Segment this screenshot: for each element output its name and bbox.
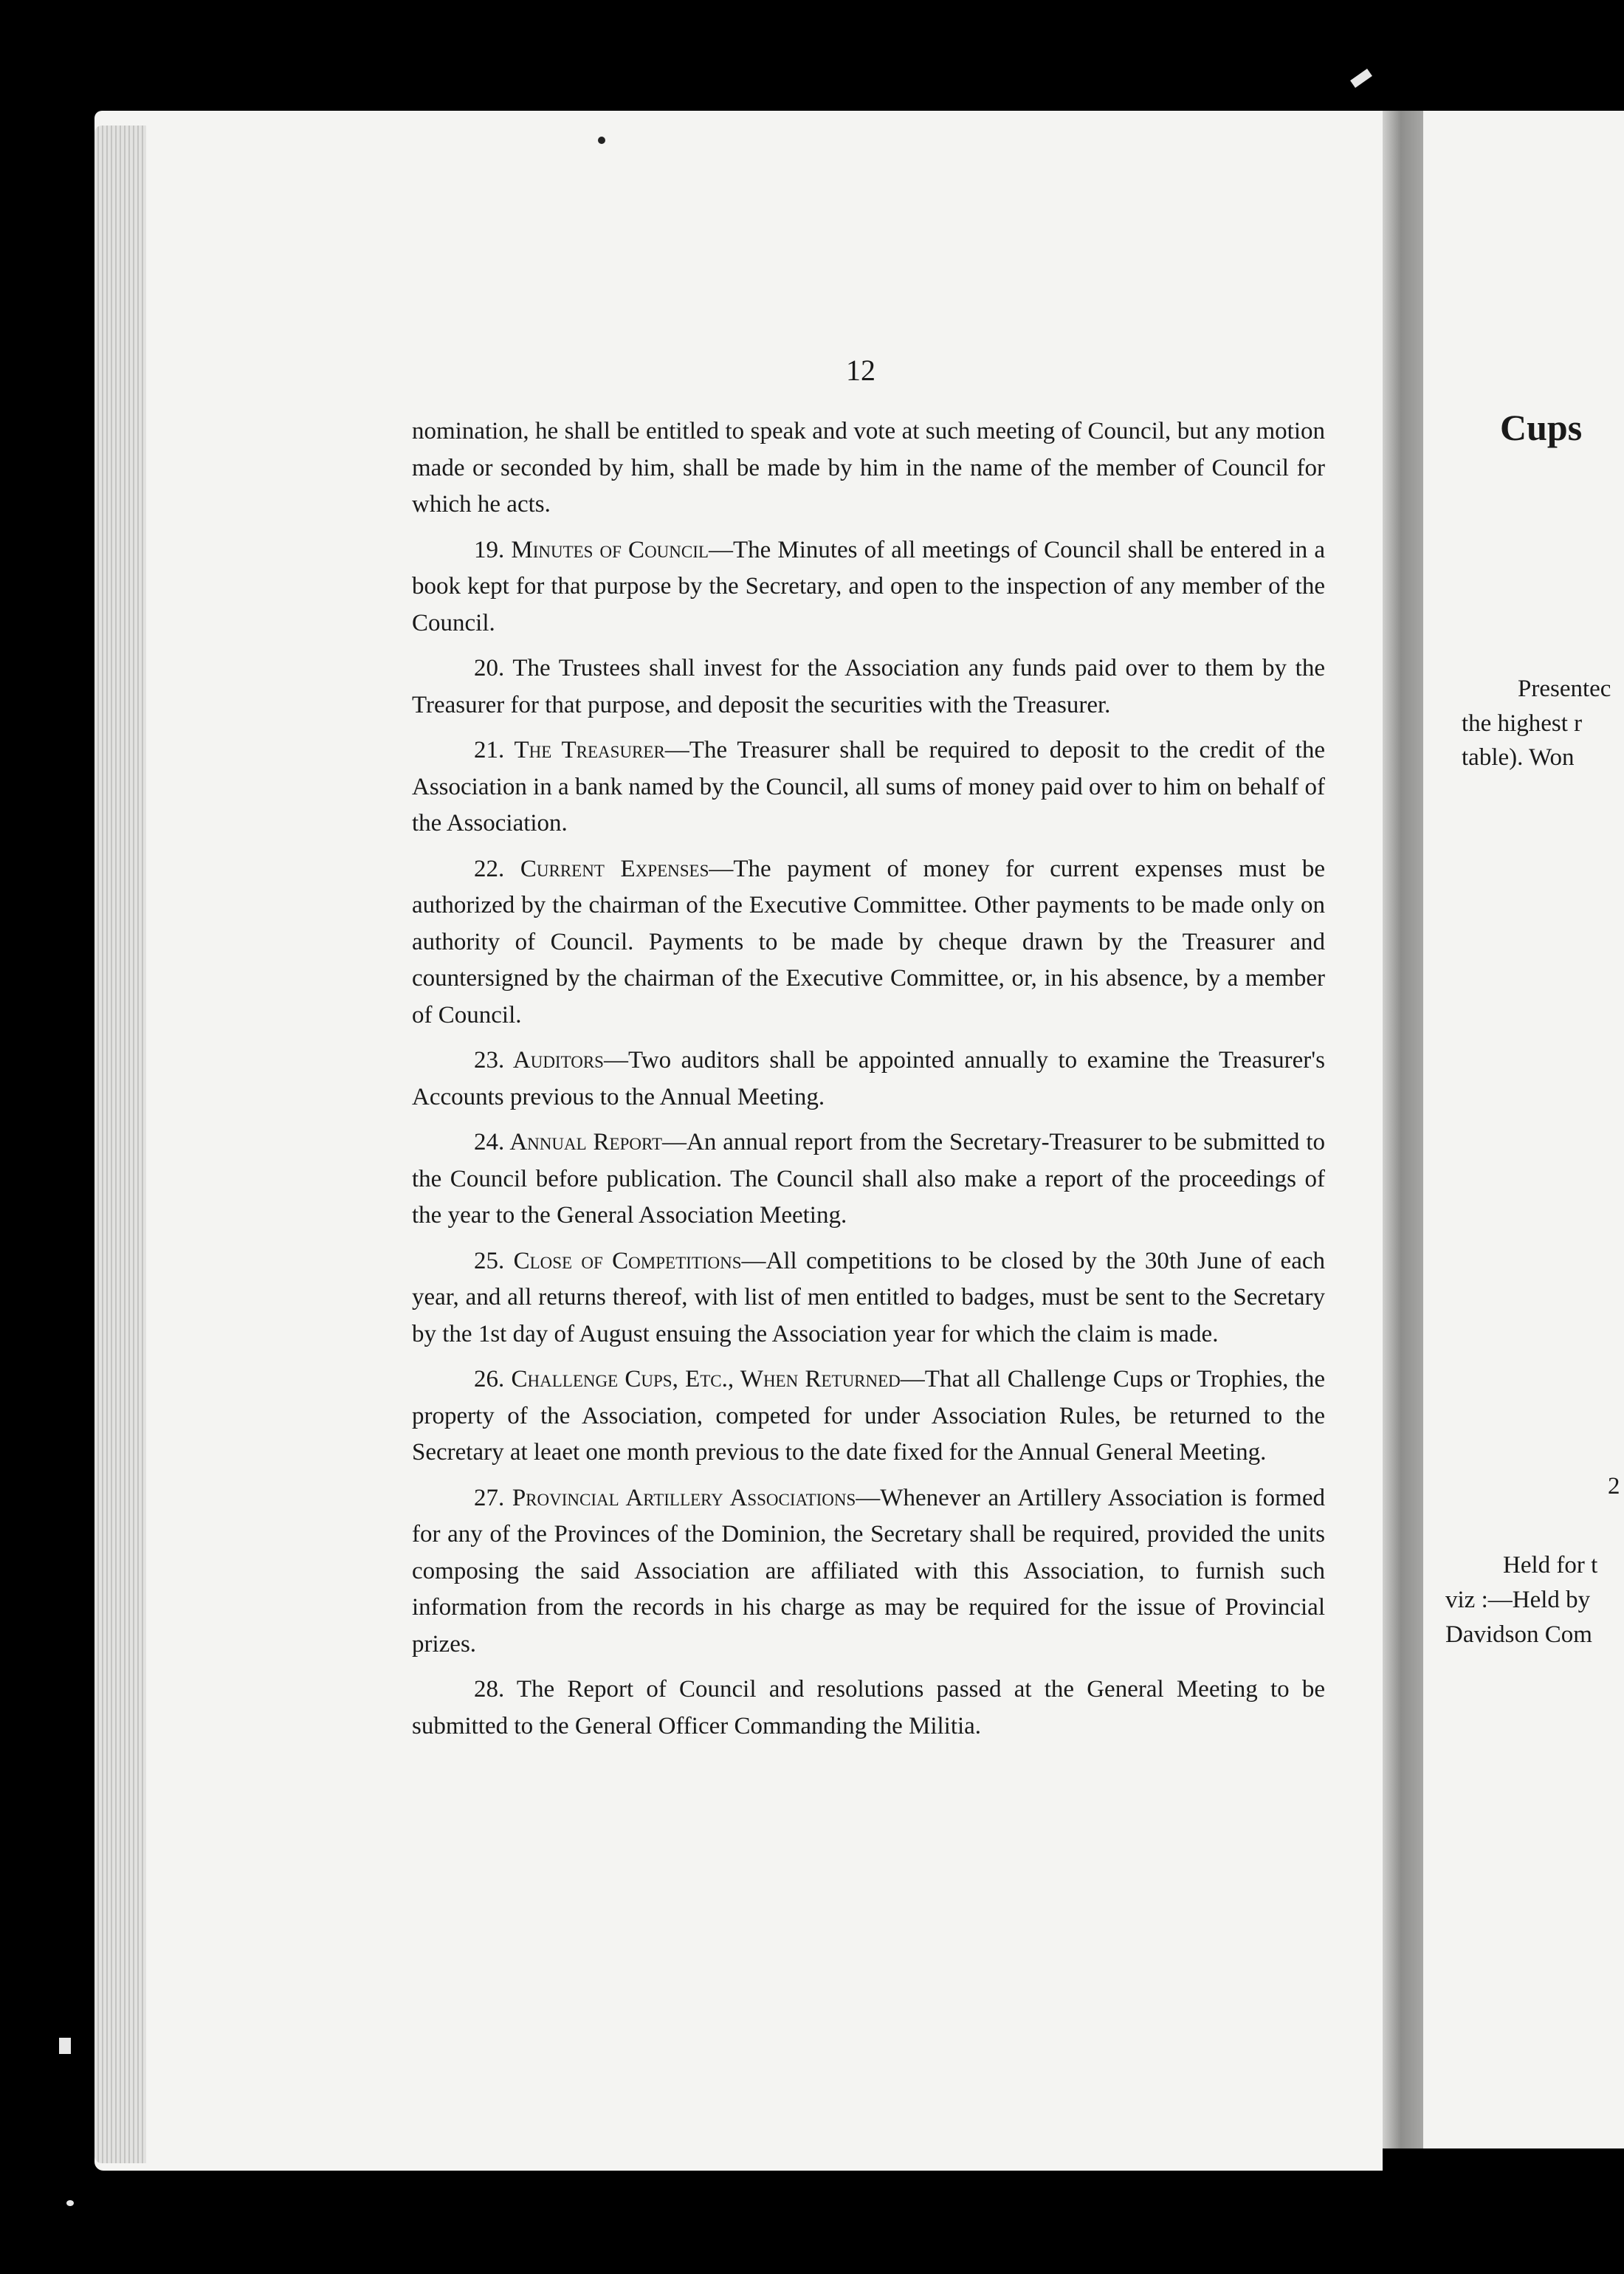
paragraph-head: 23. Auditors (474, 1047, 604, 1074)
paragraph-text: —An annual report from the Secretary-Treasurer to be submitted to the Council before publication. The Council shall also make a report of the proceedings of the year to the General Association Meeting. (412, 1129, 1325, 1229)
paragraph-head: 24. Annual Report (474, 1129, 662, 1155)
right-page (1423, 111, 1624, 2148)
paragraph-text: —That all Challenge Cups or Trophies, the property of the Association, competed for under Association Rules, be returned to the Secretary at leaet one month previous to the date fixed for the Annual General Meeting. (412, 1366, 1325, 1466)
paragraph (412, 732, 1325, 842)
paragraph (412, 1672, 1325, 1745)
page-number: 12 (846, 354, 875, 387)
paragraph (412, 532, 1325, 642)
paragraph-text: 28. The Report of Council and resolutions passed at the General Meeting to be submitted to the General Officer Commanding the Militia. (412, 1676, 1325, 1739)
paragraph-text: —Whenever an Artillery Association is formed for any of the Provinces of the Dominion, the Secretary shall be required, provided the units composing the said Association are affiliated with this Association, to furnish such information from the records in his charge as may be required for the issue of Provincial prizes. (412, 1484, 1325, 1658)
scan-speck (598, 137, 605, 144)
paragraph-head: 19. Minutes of Council (474, 536, 709, 563)
right-page-line: Presentec (1518, 676, 1611, 702)
paragraph-head: 26. Challenge Cups, Etc., When Returned (474, 1366, 901, 1392)
scan-mark (66, 2200, 74, 2206)
paragraph (412, 1042, 1325, 1116)
right-page-line: Davidson Com (1445, 1621, 1592, 1648)
paragraph-text: —The payment of money for current expenses must be authorized by the chairman of the Executive Committee. Other payments to be made only on authority of Council. Payments to be made by cheque drawn by the Treasurer and countersigned by the chairman of the Executive Committee, or, in his absence, by a member of Council. (412, 855, 1325, 1028)
paragraph (412, 1361, 1325, 1471)
right-page-line: table). Won (1462, 744, 1575, 771)
scan-mark (1350, 69, 1372, 88)
right-page-line: the highest r (1462, 710, 1583, 737)
scan-mark (59, 2038, 71, 2054)
paragraph (412, 851, 1325, 1034)
book-gutter (1383, 111, 1423, 2148)
body-text (412, 413, 1325, 1753)
paragraph-text: 20. The Trustees shall invest for the Association any funds paid over to them by the Treasurer for that purpose, and deposit the securities with the Treasurer. (412, 655, 1325, 718)
paragraph (412, 650, 1325, 724)
right-page-line: viz :—Held by (1445, 1587, 1591, 1613)
paragraph-text: —All competitions to be closed by the 30th June of each year, and all returns thereof, with list of men entitled to badges, must be sent to the Secretary by the 1st day of August ensuing the Association year for which the claim is made. (412, 1247, 1325, 1347)
paragraph-text: —The Treasurer shall be required to deposit to the credit of the Association in a bank named by the Council, all sums of money paid over to him on behalf of the Association. (412, 737, 1325, 837)
page-edges (94, 126, 146, 2163)
paragraph (412, 413, 1325, 523)
right-page-line: 2 (1608, 1473, 1620, 1500)
paragraph-text: —The Minutes of all meetings of Council shall be entered in a book kept for that purpose by the Secretary, and open to the inspection of any member of the Council. (412, 536, 1325, 636)
paragraph (412, 1243, 1325, 1353)
paragraph-text: —Two auditors shall be appointed annually to examine the Treasurer's Accounts previous to the Annual Meeting. (412, 1047, 1326, 1110)
paragraph-head: 22. Current Expenses (474, 855, 709, 882)
paragraph-head: 21. The Treasurer (474, 737, 665, 763)
paragraph-head: 25. Close of Competitions (474, 1247, 742, 1274)
right-page-heading: Cups (1500, 407, 1583, 448)
paragraph (412, 1480, 1325, 1663)
paragraph-head: 27. Provincial Artillery Associations (474, 1484, 856, 1511)
paragraph (412, 1124, 1325, 1234)
paragraph-text: nomination, he shall be entitled to speak and vote at such meeting of Council, but any motion made or seconded by him, shall be made by him in the name of the member of Council for which he acts. (412, 418, 1325, 518)
right-page-line: Held for t (1503, 1552, 1598, 1579)
